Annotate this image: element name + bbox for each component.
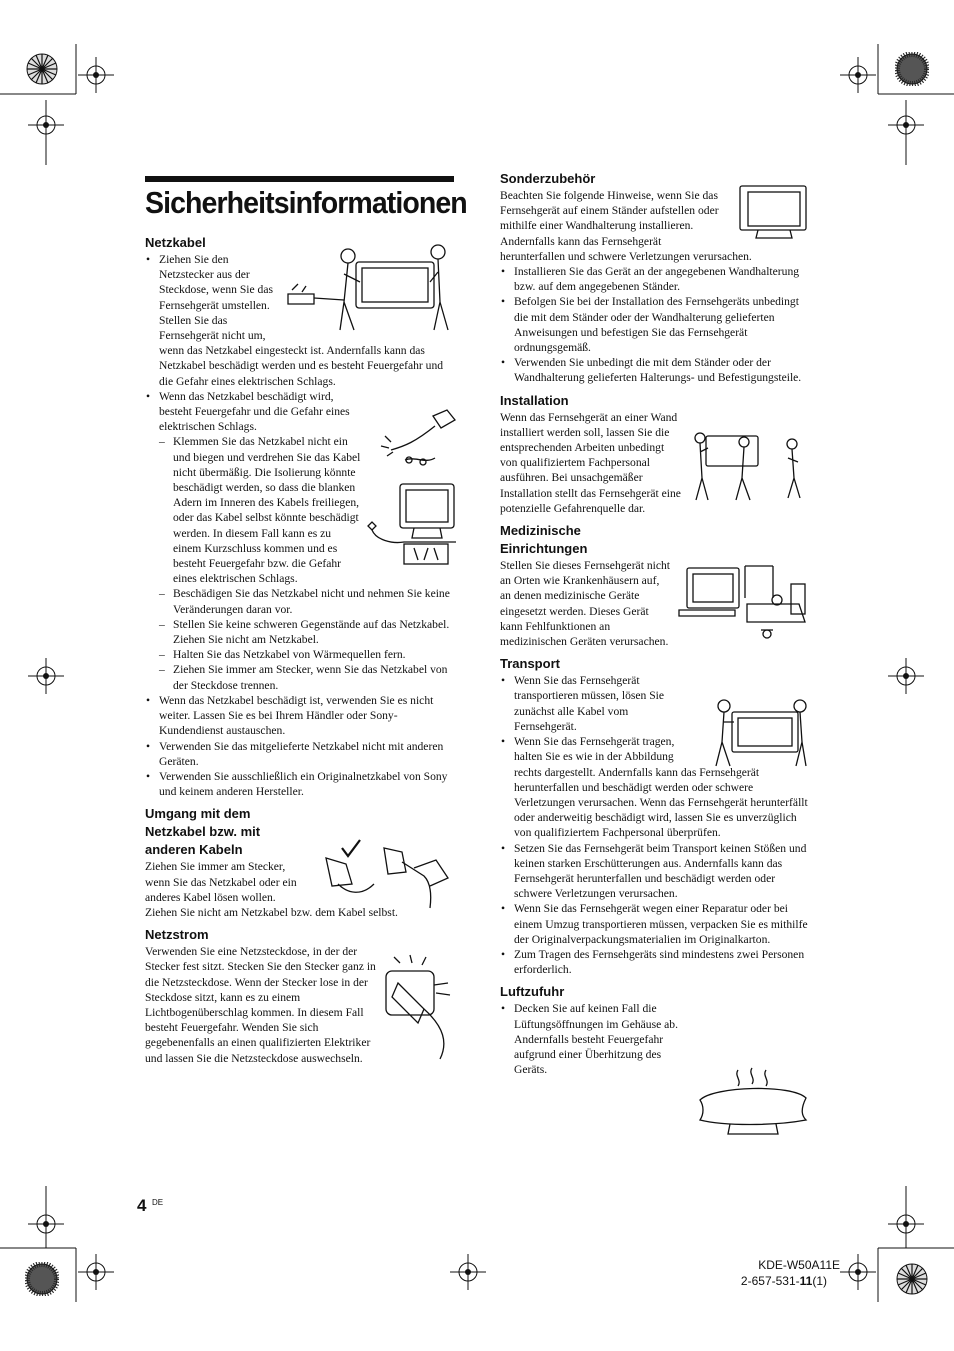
model-number: KDE-W50A11E (758, 1258, 840, 1272)
registration-mark-left-upper (26, 105, 66, 145)
heading-transport: Transport (500, 656, 560, 672)
title-rule (145, 176, 454, 182)
list-item: • Wenn das Netzkabel beschädigt wird, besteht Feuergefahr und die Gefahr eines elektrischen Schlags. (159, 389, 366, 435)
list-item: – Beschädigen Sie das Netzkabel nicht und nehmen Sie keine Veränderungen daran vor. (173, 586, 454, 616)
registration-mark-top-left (76, 55, 116, 95)
illustration-carrying-tv (712, 698, 808, 768)
list-item: • Verwenden Sie ausschließlich ein Originalnetzkabel von Sony und keinem anderen Hersteller. (159, 769, 454, 799)
umgang-text: Ziehen Sie immer am Stecker, wenn Sie das Netzkabel oder ein anderes Kabel lösen wollen. Ziehen Sie nicht am Netzkabel bzw. dem Kabel selbst. (145, 860, 398, 919)
registration-mark-left-lower (26, 1204, 66, 1244)
color-patch-top-right (895, 52, 929, 86)
heading-installation: Installation (500, 392, 569, 408)
list-item: • Decken Sie auf keinen Fall die Lüftungsöffnungen im Gehäuse ab. Andernfalls besteht Feuergefahr aufgrund einer Überhitzung des Geräts. (514, 1001, 810, 1077)
list-item: • Verwenden Sie das mitgelieferte Netzkabel nicht mit anderen Geräten. (159, 739, 454, 769)
registration-mark-right-lower (886, 1204, 926, 1244)
list-item: – Klemmen Sie das Netzkabel nicht ein und biegen und verdrehen Sie das Kabel nicht übermäßig. Die Isolierung könnte beschädigt werden, so dass die blanken Adern im Inneren des Kabels freiliegen, oder das Kabel selbst könnte beschädigt werden. In diesem Fall kann es zu einem Kurzschluss kommen und es besteht Feuergefahr bzw. die Gefahr eines elektrischen Schlags. (173, 434, 454, 586)
registration-mark-right-upper (886, 105, 926, 145)
heading-netzkabel: Netzkabel (145, 235, 206, 250)
heading-medizin-1: Medizinische (500, 523, 581, 539)
list-item: • Wenn Sie das Fernsehgerät transportieren müssen, lösen Sie zunächst alle Kabel vom Fernsehgerät. (514, 673, 810, 734)
list-item: • Installieren Sie das Gerät an der angegebenen Wandhalterung bzw. auf dem angegebenen Ständer. (514, 264, 810, 294)
illustration-tv-on-cable (362, 480, 460, 570)
heading-sonderzubehoer: Sonderzubehör (500, 171, 596, 186)
document-code: 2-657-531-11(1) (740, 1274, 827, 1288)
list-item: • Setzen Sie das Fernsehgerät beim Transport keinen Stößen und keinen starken Erschütterungen aus. Andernfalls kann das Fernsehgerät herunterfallen und beschädigt werden oder schwere Verletzungen verursachen. (514, 841, 810, 902)
list-item: • Wenn das Netzkabel beschädigt ist, verwenden Sie es nicht weiter. Lassen Sie es bei Ihrem Händler oder Sony-Kundendienst austauschen. (159, 693, 454, 739)
installation-text: Wenn das Fernsehgerät an einer Wand installiert werden soll, lassen Sie die entsprechenden Arbeiten unbedingt von qualifiziertem Fachpersonal ausführen. Bei unsachgemäßer Installation stellt das Fernsehgerät eine potenzielle Gefahrenquelle dar. (500, 410, 681, 515)
medizin-text: Stellen Sie dieses Fernsehgerät nicht an Orten wie Krankenhäusern auf, an denen medizinische Geräte eingesetzt werden. Dieses Gerät kann Fehlfunktionen an medizinischen Geräten verursachen. (500, 559, 671, 649)
color-wheel-bottom-right (895, 1262, 929, 1296)
netzkabel-list-2 (145, 693, 454, 799)
illustration-plug-socket (378, 953, 458, 1061)
illustration-damaged-cable (375, 406, 459, 470)
illustration-wall-installation (684, 428, 810, 502)
illustration-ventilation-cover (694, 1066, 812, 1138)
heading-netzstrom: Netzstrom (145, 927, 209, 943)
registration-mark-bottom-right (838, 1252, 878, 1292)
page-number: 4 (137, 1196, 147, 1215)
registration-mark-right-middle (886, 656, 926, 696)
sonder-list (500, 264, 810, 386)
illustration-tv-on-stand (738, 180, 810, 240)
heading-medizin-2: Einrichtungen (500, 541, 588, 557)
heading-umgang-3: anderen Kabeln (145, 842, 243, 858)
list-item: – Ziehen Sie immer am Stecker, wenn Sie das Netzkabel von der Steckdose trennen. (173, 662, 454, 692)
netzstrom-text: Verwenden Sie eine Netzsteckdose, in der der Stecker fest sitzt. Stecken Sie den Stecker ganz in die Netzsteckdose. Wenn der Stecker lose in der Steckdose sitzt, kann es zu einem Lichtbogenüberschlag kommen. In diesem Fall besteht Feuergefahr. Wenden Sie sich gegebenenfalls an einen qualifizierten Elektriker und lassen Sie die Netzsteckdose auswechseln. (145, 945, 376, 1065)
list-item: • Zum Tragen des Fernsehgeräts sind mindestens zwei Personen erforderlich. (514, 947, 810, 977)
list-item: • Wenn Sie das Fernsehgerät tragen, halten Sie es wie in der Abbildung rechts dargestellt. Andernfalls kann das Fernsehgerät herunterfallen und beschädigt werden oder schwere Verletzungen verursachen. Wenn das Fernsehgerät herunterfällt oder anderweitig beschädigt wird, lassen Sie es unverzüglich von qualifiziertem Fachpersonal überprüfen. (514, 734, 810, 840)
heading-umgang-1: Umgang mit dem (145, 806, 251, 822)
registration-mark-top-right (838, 55, 878, 95)
sonder-text: Beachten Sie folgende Hinweise, wenn Sie das Fernsehgerät auf einem Ständer aufstellen oder mithilfe einer Wandhalterung installieren. Andernfalls kann das Fernsehgerät herunterfallen und schwere Verletzungen verursachen. (500, 189, 752, 263)
list-item: • Ziehen Sie den Netzstecker aus der Steckdose, wenn Sie das Fernsehgerät umstellen. Stellen Sie das Fernsehgerät nicht um, wenn das Netzkabel eingesteckt ist. Andernfalls kann das Netzkabel beschädigt werden und es besteht Feuergefahr und die Gefahr eines elektrischen Schlags. (159, 252, 454, 389)
illustration-plug-handling (318, 838, 456, 912)
registration-mark-bottom-left (76, 1252, 116, 1292)
list-item: • Befolgen Sie bei der Installation des Fernsehgeräts unbedingt die mit dem Ständer oder der Wandhalterung gelieferten Anweisungen und befestigen Sie das Fernsehgerät ordnungsgemäß. (514, 294, 810, 355)
left-column (145, 234, 454, 1066)
heading-umgang-2: Netzkabel bzw. mit (145, 824, 261, 840)
color-wheel-top-left (25, 52, 59, 86)
heading-luftzufuhr: Luftzufuhr (500, 984, 565, 1000)
illustration-two-people-carrying-tv (284, 242, 456, 332)
registration-mark-bottom-center (448, 1252, 488, 1292)
page-language: DE (152, 1198, 164, 1207)
list-item: • Verwenden Sie unbedingt die mit dem Ständer oder der Wandhalterung gelieferten Halterungs- und Befestigungsteile. (514, 355, 810, 385)
color-patch-bottom-left (25, 1262, 59, 1296)
page-title: Sicherheitsinformationen (145, 185, 467, 220)
illustration-hospital-room (677, 564, 809, 642)
list-item: • Wenn Sie das Fernsehgerät wegen einer Reparatur oder bei einem Umzug transportieren müssen, verpacken Sie es mithilfe der Originalverpackungsmaterialien im Originalkarton. (514, 901, 810, 947)
list-item: – Halten Sie das Netzkabel von Wärmequellen fern. (173, 647, 454, 662)
list-item: – Stellen Sie keine schweren Gegenstände auf das Netzkabel. Ziehen Sie nicht am Netzkabel. (173, 617, 454, 647)
registration-mark-left-middle (26, 656, 66, 696)
